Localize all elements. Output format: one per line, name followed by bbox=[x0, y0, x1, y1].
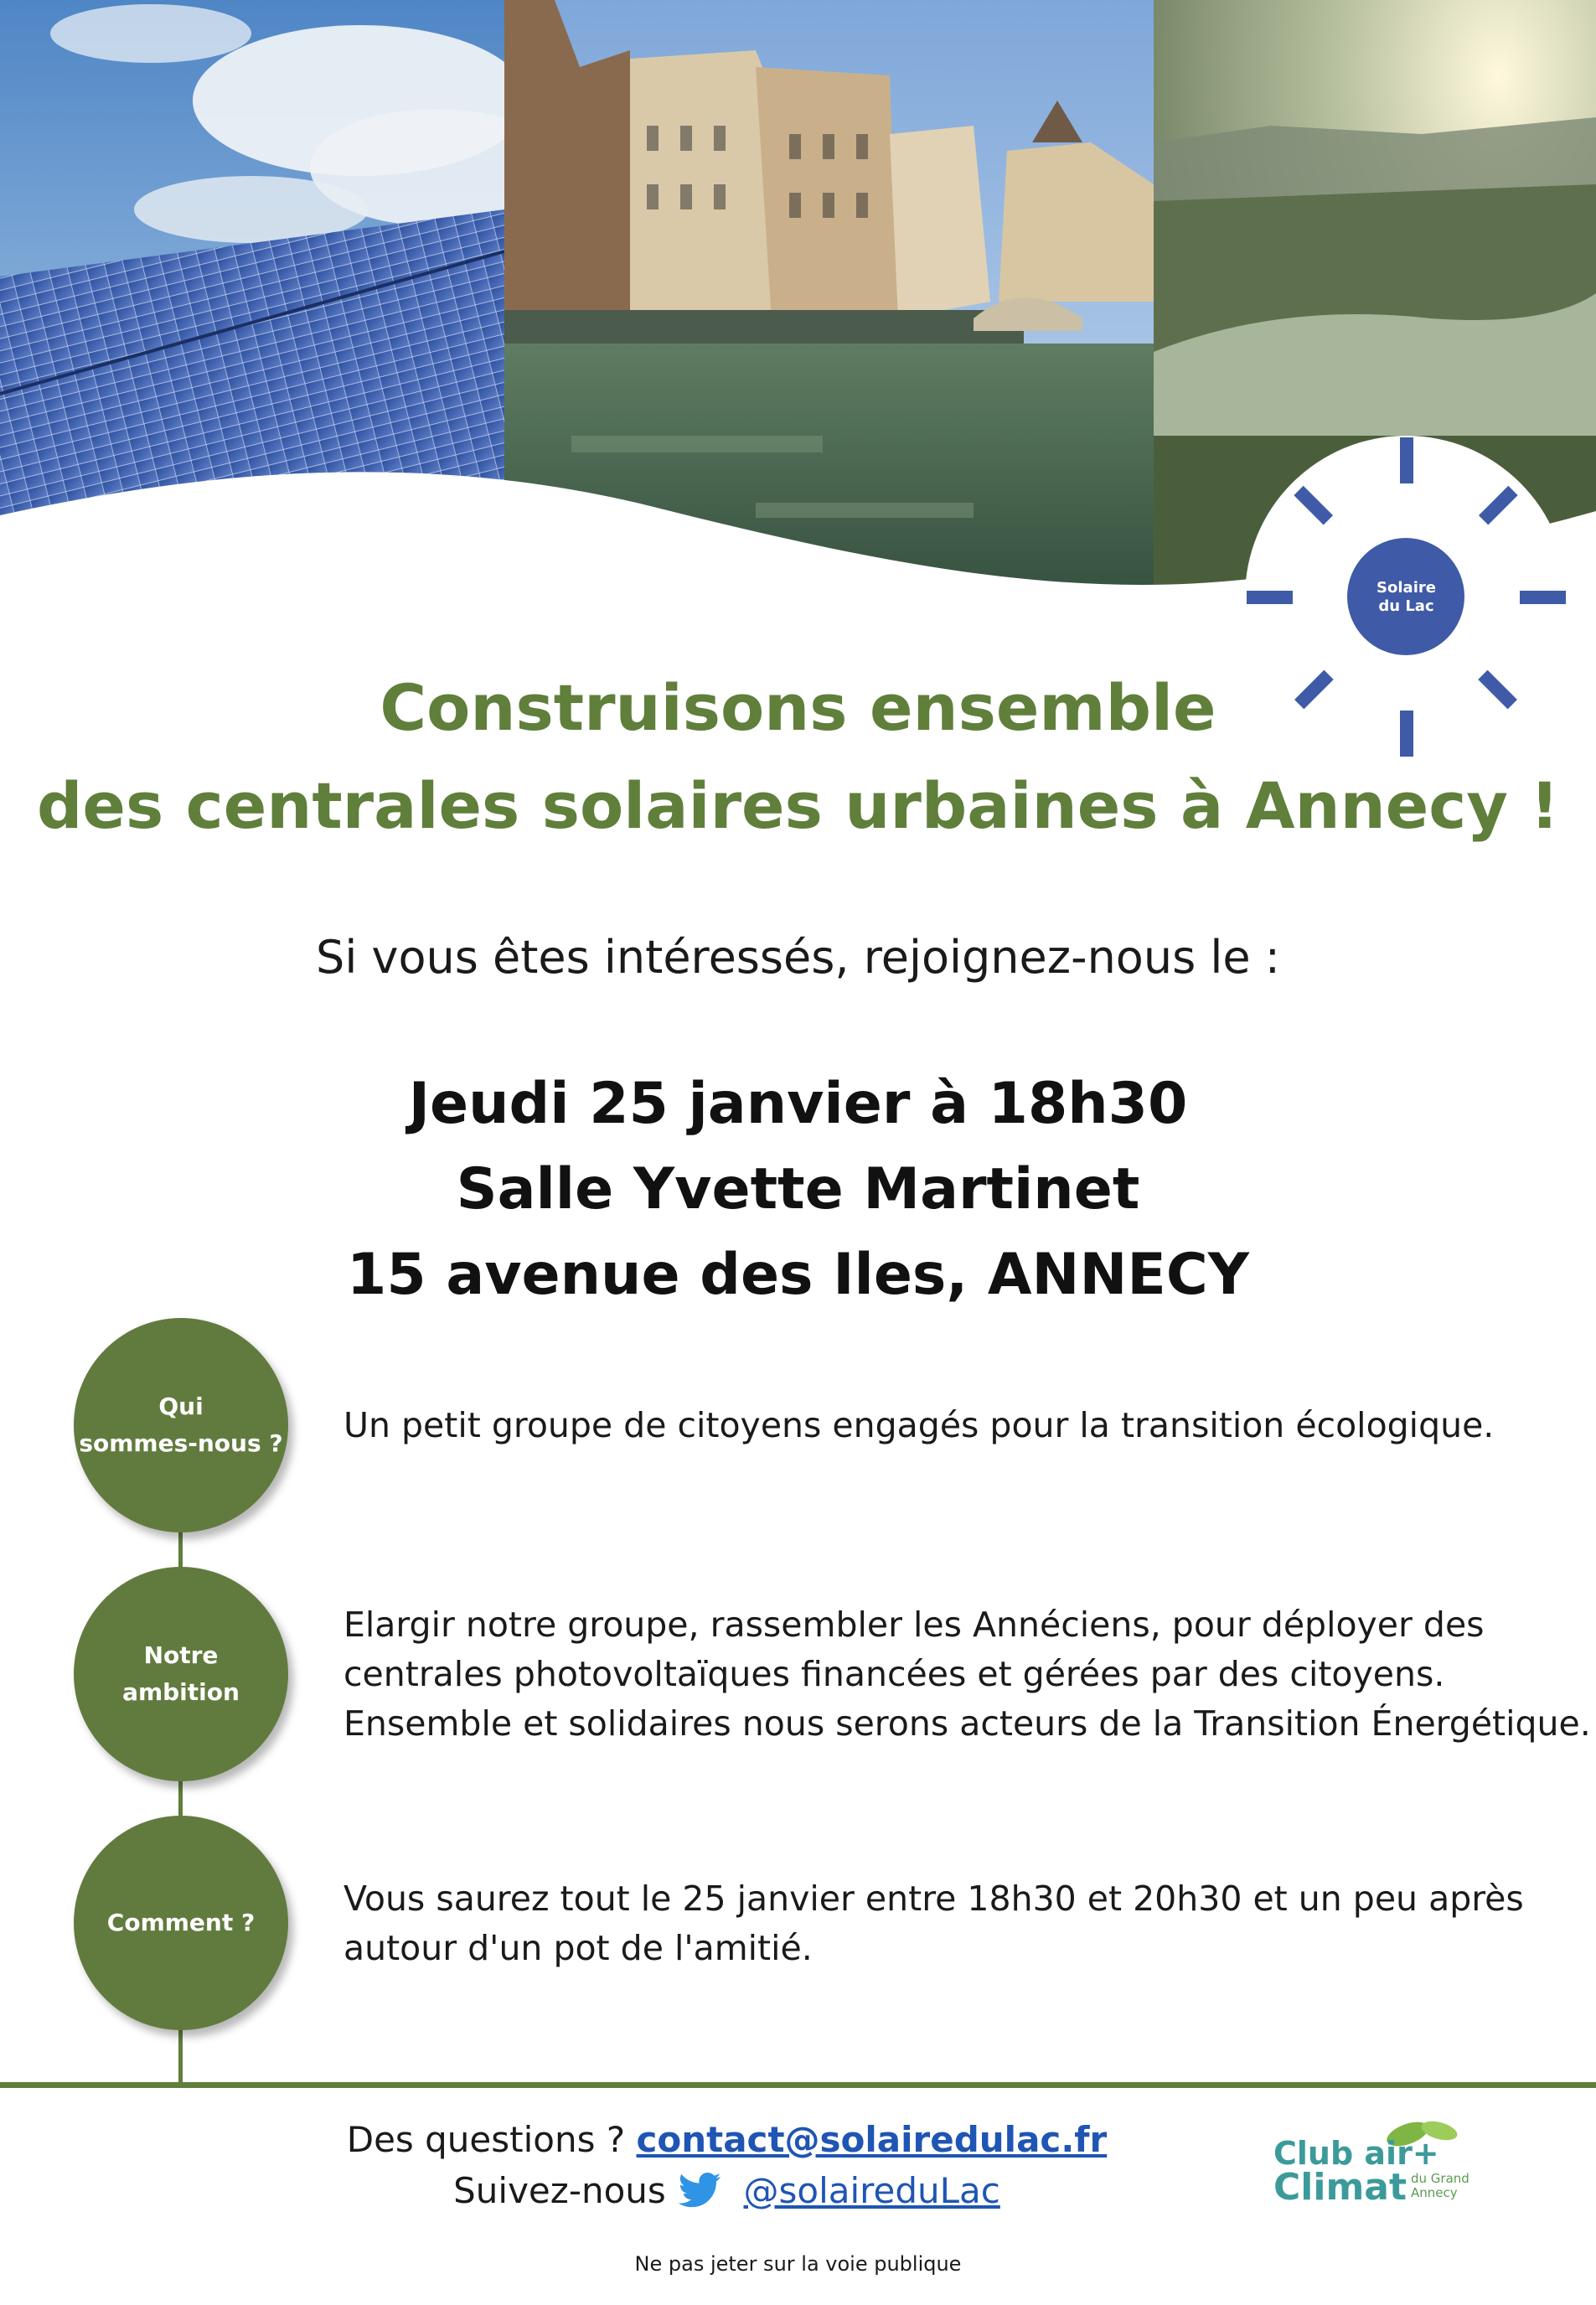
logo-text bbox=[1354, 545, 1459, 649]
disposal-notice: Ne pas jeter sur la voie publique bbox=[634, 2252, 962, 2276]
contact-email-link[interactable]: contact@solairedulac.fr bbox=[636, 2119, 1108, 2160]
badge-label: Notre bbox=[143, 1641, 219, 1669]
section-line: Un petit groupe de citoyens engagés pour la transition écologique. bbox=[343, 1405, 1495, 1445]
event-date: Jeudi 25 janvier à 18h30 bbox=[408, 1071, 1188, 1137]
headline-line-1: Construisons ensemble bbox=[380, 670, 1216, 745]
badge-label: ambition bbox=[122, 1678, 240, 1706]
badge-label: sommes-nous ? bbox=[79, 1429, 283, 1457]
club-sub-1: du Grand bbox=[1411, 2171, 1469, 2186]
timeline-badge-who bbox=[74, 1318, 288, 1532]
event-address: 15 avenue des Iles, ANNECY bbox=[347, 1242, 1249, 1308]
club-line-2: Climat bbox=[1273, 2166, 1407, 2209]
badge-label: Comment ? bbox=[106, 1909, 256, 1936]
section-line: centrales photovoltaïques financées et gérées par des citoyens. bbox=[343, 1654, 1445, 1694]
section-who-text bbox=[343, 1401, 1567, 1450]
questions-label: Des questions ? bbox=[346, 2119, 626, 2160]
section-line: Ensemble et solidaires nous serons acteurs de la Transition Énergétique. bbox=[343, 1703, 1591, 1744]
logo-line-1: Solaire bbox=[1376, 578, 1436, 597]
twitter-icon bbox=[677, 2173, 722, 2208]
logo-line-2: du Lac bbox=[1378, 597, 1434, 615]
footer-divider bbox=[0, 2082, 1596, 2088]
timeline-badge-ambition bbox=[74, 1567, 288, 1781]
follow-label: Suivez-nous bbox=[453, 2170, 666, 2211]
section-line: autour d'un pot de l'amitié. bbox=[343, 1928, 813, 1968]
club-line-1: Club air+ bbox=[1273, 2135, 1439, 2172]
section-ambition-text bbox=[343, 1600, 1591, 1749]
event-venue: Salle Yvette Martinet bbox=[456, 1156, 1140, 1222]
section-how-text bbox=[343, 1874, 1567, 1973]
badge-label: Qui bbox=[158, 1393, 204, 1420]
club-air-climat-logo bbox=[1265, 2116, 1483, 2216]
section-line: Vous saurez tout le 25 janvier entre 18h30 et 20h30 et un peu après bbox=[343, 1879, 1524, 1919]
timeline-badge-how bbox=[74, 1816, 288, 2030]
twitter-link[interactable]: @solaireduLac bbox=[743, 2170, 1000, 2211]
club-sub-2: Annecy bbox=[1411, 2185, 1458, 2200]
headline-line-2: des centrales solaires urbaines à Annecy ! bbox=[37, 768, 1559, 843]
intro-text: Si vous êtes intéressés, rejoignez-nous le : bbox=[316, 931, 1280, 984]
section-line: Elargir notre groupe, rassembler les Annéciens, pour déployer des bbox=[343, 1605, 1485, 1645]
